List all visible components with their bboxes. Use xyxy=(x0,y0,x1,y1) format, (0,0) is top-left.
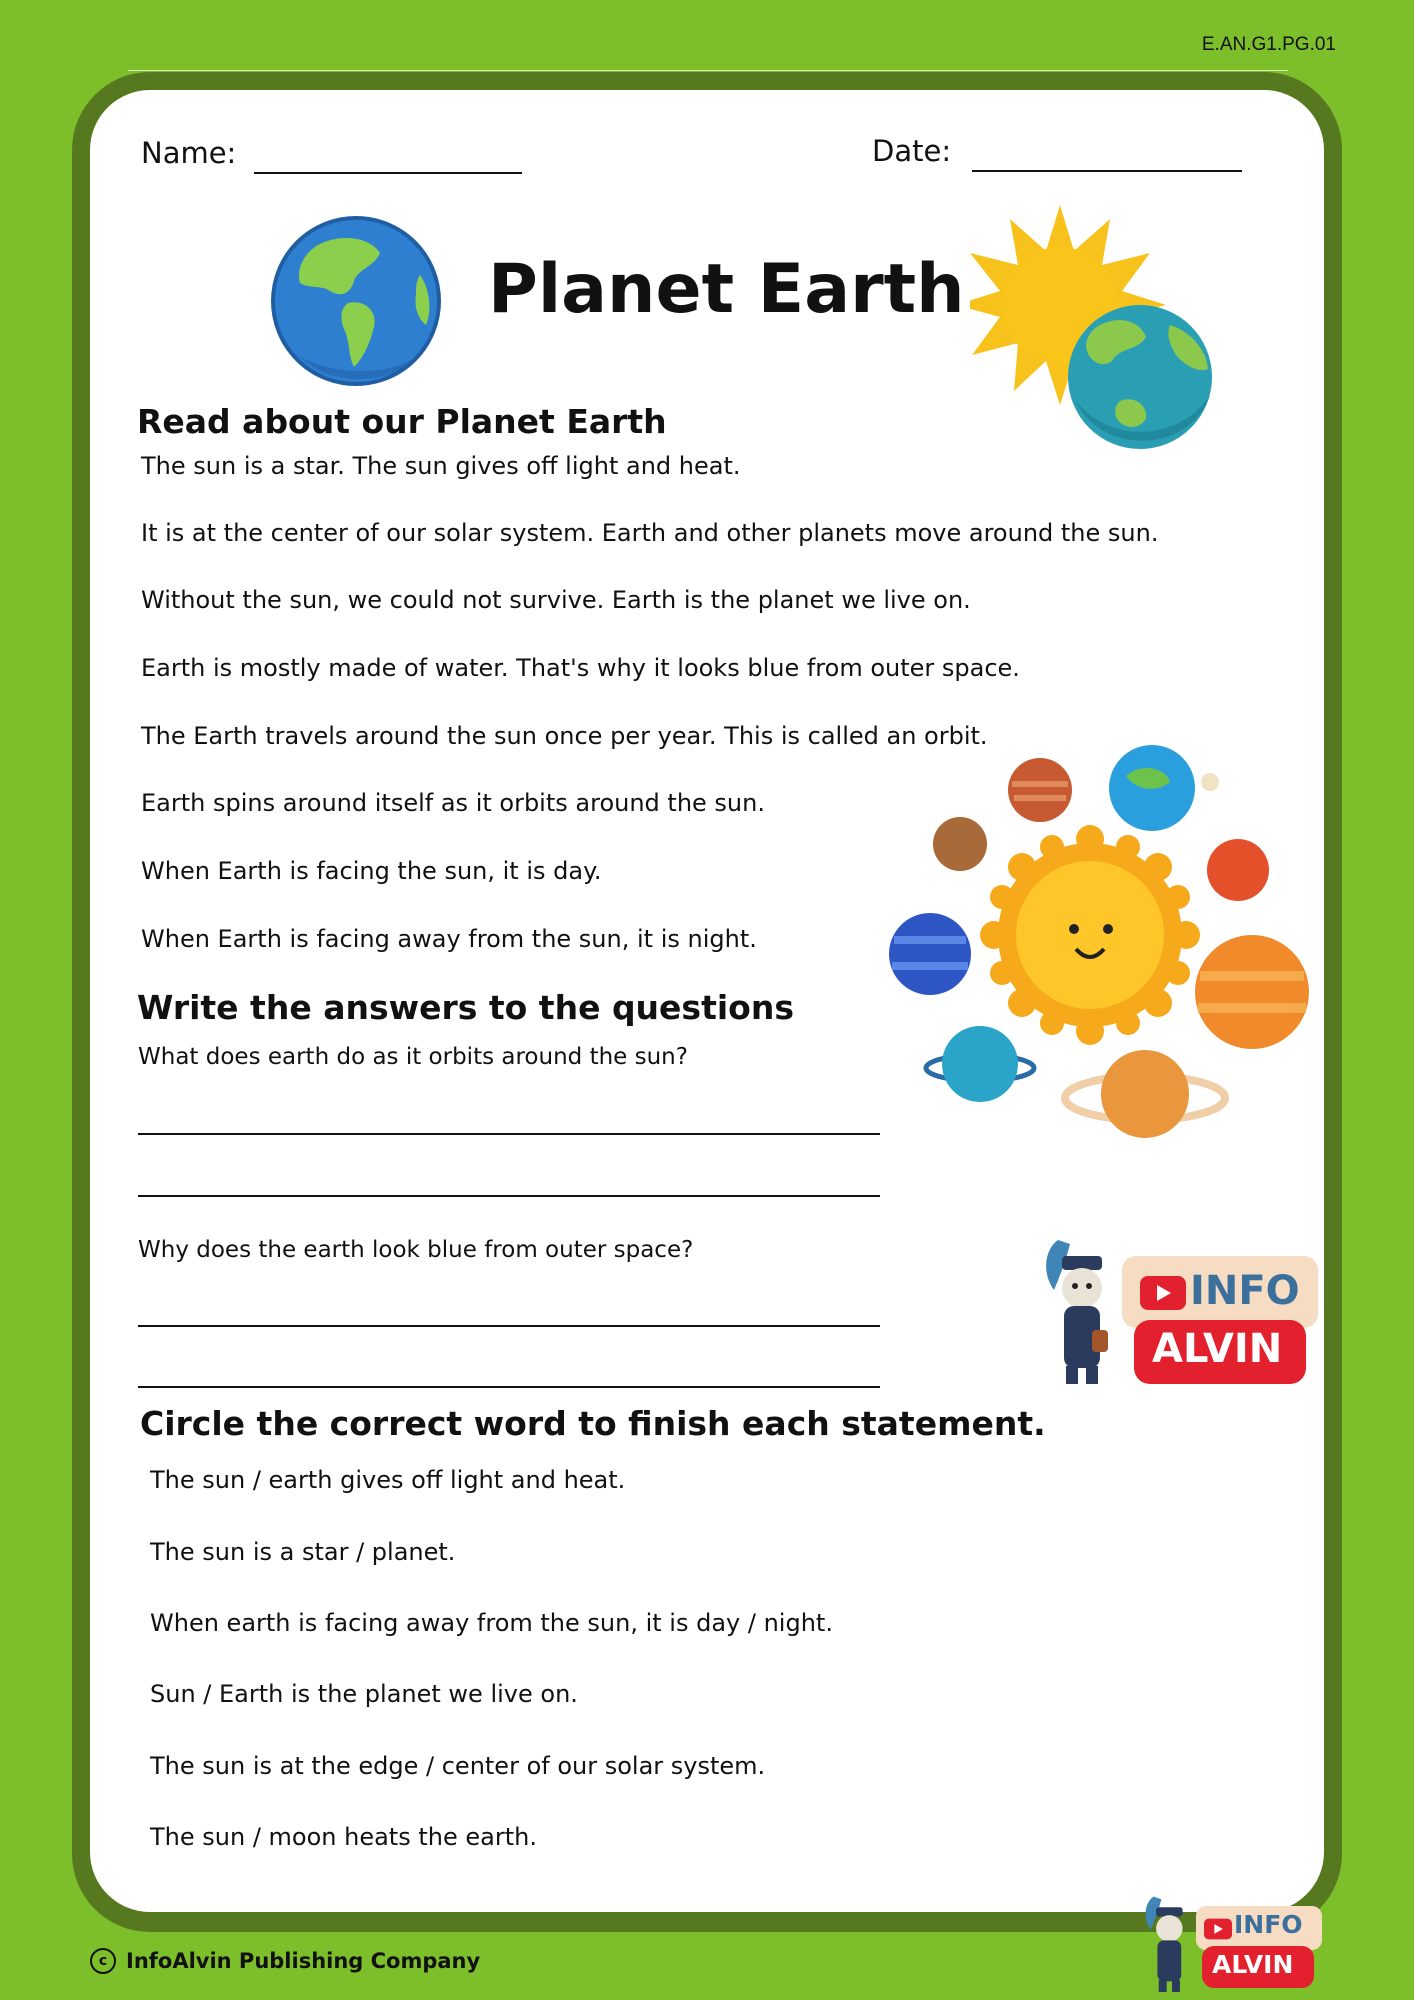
circle-statement: The sun is at the edge / center of our solar system. xyxy=(150,1752,766,1780)
logo-alvin: ALVIN xyxy=(1212,1950,1294,1979)
reading-line: It is at the center of our solar system. Earth and other planets move around the sun. xyxy=(141,519,1159,547)
reading-line: Earth is mostly made of water. That's why it looks blue from outer space. xyxy=(141,654,1020,682)
reading-line: The sun is a star. The sun gives off light and heat. xyxy=(141,452,741,480)
circle-statement: The sun / moon heats the earth. xyxy=(150,1823,537,1851)
date-field[interactable] xyxy=(972,170,1242,172)
name-label: Name: xyxy=(141,136,237,170)
copyright-icon: c xyxy=(90,1948,116,1974)
top-divider xyxy=(128,70,1288,71)
logo-info: INFO xyxy=(1234,1910,1303,1939)
page-title: Planet Earth xyxy=(488,250,965,329)
sun-earth-icon xyxy=(970,205,1220,455)
circle-heading: Circle the correct word to finish each statement. xyxy=(140,1404,1046,1443)
circle-statement: The sun / earth gives off light and heat. xyxy=(150,1466,626,1494)
mascot-icon xyxy=(1140,1890,1196,1996)
play-icon xyxy=(1140,1276,1186,1310)
document-code: E.AN.G1.PG.01 xyxy=(1201,34,1336,55)
answer-line[interactable] xyxy=(138,1133,880,1135)
play-icon xyxy=(1204,1918,1232,1940)
question-1: What does earth do as it orbits around the sun? xyxy=(138,1044,688,1070)
circle-statement: Sun / Earth is the planet we live on. xyxy=(150,1680,578,1708)
footer xyxy=(90,1948,480,1974)
answer-line[interactable] xyxy=(138,1386,880,1388)
question-2: Why does the earth look blue from outer space? xyxy=(138,1237,694,1263)
date-label: Date: xyxy=(872,134,952,168)
logo-alvin: ALVIN xyxy=(1152,1326,1283,1372)
reading-line: The Earth travels around the sun once per year. This is called an orbit. xyxy=(141,722,988,750)
reading-line: Earth spins around itself as it orbits around the sun. xyxy=(141,789,765,817)
questions-heading: Write the answers to the questions xyxy=(137,988,794,1027)
circle-statement: The sun is a star / planet. xyxy=(150,1538,456,1566)
name-field[interactable] xyxy=(254,172,522,174)
reading-heading: Read about our Planet Earth xyxy=(137,402,667,441)
circle-statement: When earth is facing away from the sun, it is day / night. xyxy=(150,1609,833,1637)
reading-line: When Earth is facing the sun, it is day. xyxy=(141,857,602,885)
reading-line: Without the sun, we could not survive. Earth is the planet we live on. xyxy=(141,586,971,614)
answer-line[interactable] xyxy=(138,1195,880,1197)
logo-info: INFO xyxy=(1190,1268,1300,1314)
solar-system-icon xyxy=(880,740,1320,1150)
reading-line: When Earth is facing away from the sun, it is night. xyxy=(141,925,757,953)
globe-icon xyxy=(270,215,442,387)
mascot-icon xyxy=(1040,1230,1120,1390)
answer-line[interactable] xyxy=(138,1325,880,1327)
footer-company: InfoAlvin Publishing Company xyxy=(126,1949,481,1973)
